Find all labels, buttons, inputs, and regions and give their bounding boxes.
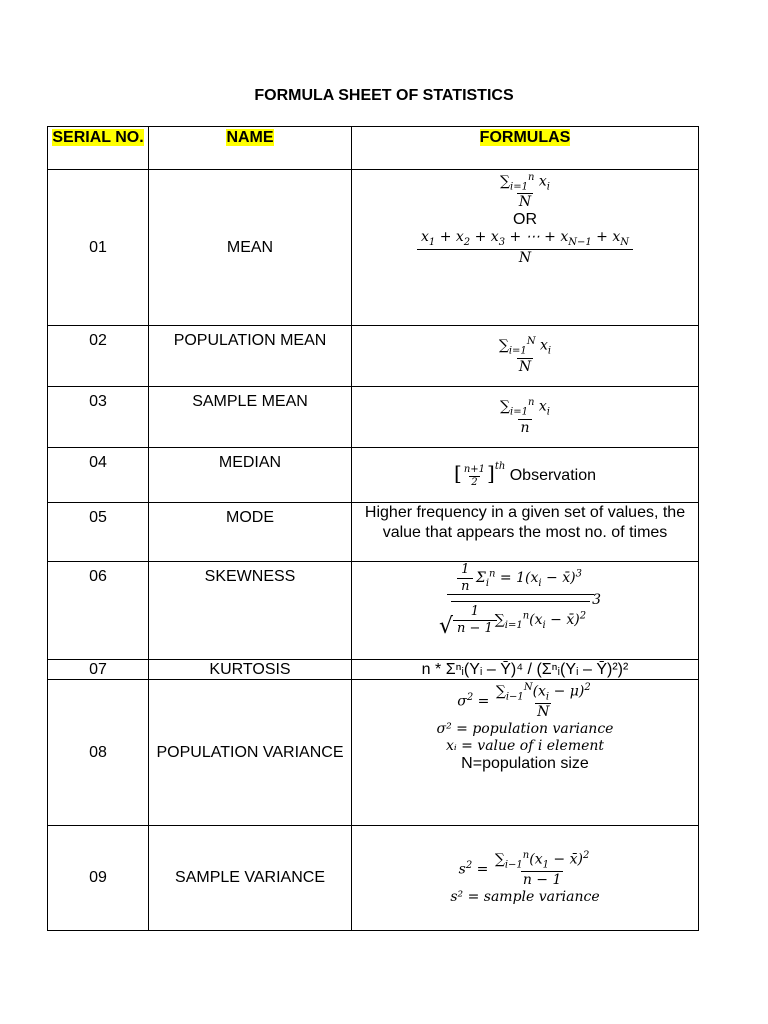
table-row [48,826,699,931]
formula-sample-mean: $\frac{\sum_{i=1}^n x_i}{n}$ [352,387,699,448]
formula-median: [ $\frac{n+1}{2}$ ]$^{th}$ Observation [352,448,699,503]
formula-population-variance: $\sigma^2$ = $\frac{\sum_{i-1}^N(x_i - \mu)^2}{N}$ σ² = population variance xᵢ = value of i element N=population size [352,680,699,826]
table-row [48,503,699,562]
table-row [48,170,699,326]
formula-mean: $\frac{\sum_{i=1}^n x_i}{N}$ OR $\frac{x_1 + x_2 + x_3 + \cdots + x_{N-1} + x_N}{N}$ [352,170,699,326]
table-row [48,562,699,660]
row-name: POPULATION MEAN [149,326,352,387]
row-no: 05 [48,503,149,562]
formula-median-text: Observation [509,467,596,485]
row-name: MEDIAN [149,448,352,503]
row-no: 02 [48,326,149,387]
row-name: KURTOSIS [149,660,352,680]
formula-or: OR [513,211,537,229]
def-population-size: N=population size [461,754,589,772]
table-header-row [48,127,699,170]
row-no: 06 [48,562,149,660]
row-no: 09 [48,826,149,931]
page-title: FORMULA SHEET OF STATISTICS [254,87,514,104]
header-name: NAME [226,129,274,146]
row-no: 03 [48,387,149,448]
row-no: 07 [48,660,149,680]
table-row [48,326,699,387]
formula-skewness: $\frac{1}{n}$ $\Sigma_i^n = 1(x_i$ − x̄)$^3$ √ $\frac{1}{n - 1}$ $\sum_{i=1}^n(x_i$ − x̄)$^2$ 3 [352,562,699,660]
row-name: SKEWNESS [149,562,352,660]
def-population-variance: σ² = population variance [436,721,614,738]
row-name: SAMPLE VARIANCE [149,826,352,931]
def-sample-variance: s² = sample variance [450,889,600,906]
formula-population-mean: $\frac{\sum_{i=1}^N x_i}{N}$ [352,326,699,387]
row-name: SAMPLE MEAN [149,387,352,448]
formula-kurtosis: n * Σⁿᵢ(Yᵢ – Ȳ)⁴ / (Σⁿᵢ(Yᵢ – Ȳ)²)² [352,660,699,680]
def-value-element: xᵢ = value of i element [445,738,605,755]
table-row [48,680,699,826]
table-row [48,387,699,448]
header-serial: SERIAL NO. [52,129,144,146]
row-no: 08 [48,680,149,826]
formula-sample-variance: $s^2$ = $\frac{\sum_{i-1}^n(x_1 - x̄)^2}{n - 1}$ s² = sample variance [352,826,699,931]
table-row [48,448,699,503]
row-name: MEAN [149,170,352,326]
row-no: 01 [48,170,149,326]
table-row [48,660,699,680]
header-formulas: FORMULAS [479,129,571,146]
row-no: 04 [48,448,149,503]
formula-table [47,126,699,931]
row-name: POPULATION VARIANCE [149,680,352,826]
formula-mode: Higher frequency in a given set of values, the value that appears the most no. of times [352,503,699,562]
row-name: MODE [149,503,352,562]
